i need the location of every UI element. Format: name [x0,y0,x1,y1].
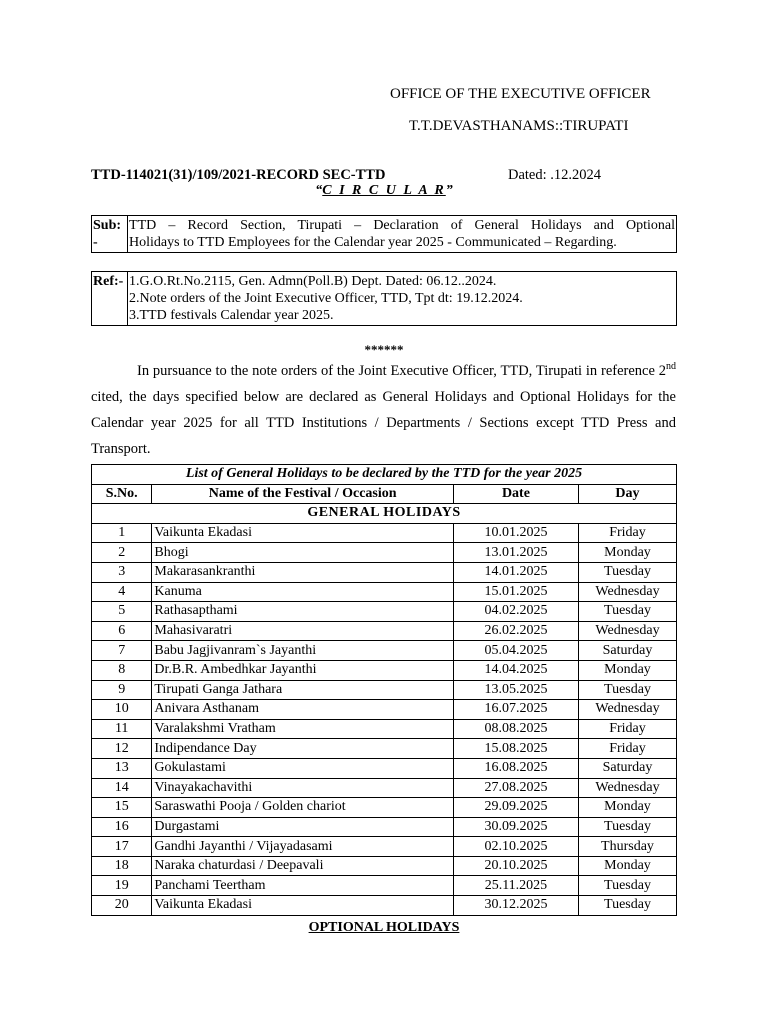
row-date: 25.11.2025 [453,876,578,896]
row-festival-name: Mahasivaratri [152,621,454,641]
table-row [92,896,677,916]
row-date: 14.01.2025 [453,562,578,582]
row-date: 05.04.2025 [453,641,578,661]
table-row [92,602,677,622]
row-date: 30.09.2025 [453,817,578,837]
table-row [92,798,677,818]
row-festival-name: Makarasankranthi [152,562,454,582]
row-date: 02.10.2025 [453,837,578,857]
row-day: Tuesday [578,876,676,896]
row-festival-name: Vinayakachavithi [152,778,454,798]
subject-label-text: Sub: [93,218,122,233]
references-box [91,271,677,326]
row-day: Wednesday [578,778,676,798]
row-day: Friday [578,719,676,739]
row-sno: 18 [92,856,152,876]
row-festival-name: Indipendance Day [152,739,454,759]
row-sno: 19 [92,876,152,896]
table-row [92,837,677,857]
reference-item: 2.Note orders of the Joint Executive Officer, TTD, Tpt dt: 19.12.2024. [129,291,523,306]
circular-open-quote: “ [315,183,323,198]
row-day: Wednesday [578,582,676,602]
row-sno: 12 [92,739,152,759]
row-festival-name: Panchami Teertham [152,876,454,896]
row-date: 04.02.2025 [453,602,578,622]
row-sno: 13 [92,758,152,778]
row-day: Friday [578,739,676,759]
row-festival-name: Dr.B.R. Ambedhkar Jayanthi [152,660,454,680]
row-date: 08.08.2025 [453,719,578,739]
body-text-part-2: cited, the days specified below are declared as General Holidays and Optional Holidays for the Calendar year 2025 for all TTD Institutions / Departments / Sections except TTD Press and Transport. [91,389,676,457]
row-date: 29.09.2025 [453,798,578,818]
circular-close-quote: ” [445,183,453,198]
row-day: Wednesday [578,621,676,641]
separator-stars: ****** [364,342,404,357]
row-day: Tuesday [578,562,676,582]
row-sno: 20 [92,896,152,916]
row-sno: 7 [92,641,152,661]
row-day: Thursday [578,837,676,857]
row-sno: 9 [92,680,152,700]
row-festival-name: Bhogi [152,543,454,563]
row-day: Monday [578,798,676,818]
row-sno: 14 [92,778,152,798]
table-row [92,680,677,700]
row-date: 20.10.2025 [453,856,578,876]
row-festival-name: Gandhi Jayanthi / Vijayadasami [152,837,454,857]
row-sno: 3 [92,562,152,582]
row-date: 10.01.2025 [453,523,578,543]
row-date: 16.07.2025 [453,700,578,720]
holidays-table [91,464,677,916]
row-day: Saturday [578,758,676,778]
row-sno: 17 [92,837,152,857]
row-date: 26.02.2025 [453,621,578,641]
column-header-day: Day [578,484,676,504]
row-day: Monday [578,856,676,876]
row-sno: 11 [92,719,152,739]
column-header-date: Date [453,484,578,504]
row-date: 16.08.2025 [453,758,578,778]
table-row [92,582,677,602]
section-general-holidays: GENERAL HOLIDAYS [92,504,677,524]
row-sno: 15 [92,798,152,818]
row-sno: 10 [92,700,152,720]
row-festival-name: Durgastami [152,817,454,837]
table-row [92,562,677,582]
table-row [92,700,677,720]
row-day: Tuesday [578,817,676,837]
circular-word: C I R C U L A R [322,183,446,198]
table-row [92,719,677,739]
table-row [92,641,677,661]
body-text-part-1: In pursuance to the note orders of the Joint Executive Officer, TTD, Tirupati in reference 2 [137,363,666,379]
circular-title [0,183,768,199]
table-row [92,817,677,837]
row-sno: 1 [92,523,152,543]
row-day: Monday [578,660,676,680]
row-date: 14.04.2025 [453,660,578,680]
row-day: Saturday [578,641,676,661]
row-festival-name: Rathasapthami [152,602,454,622]
row-festival-name: Gokulastami [152,758,454,778]
row-date: 13.05.2025 [453,680,578,700]
subject-box [91,215,677,253]
ordinal-suffix: nd [666,361,676,372]
table-row [92,621,677,641]
optional-holidays-heading: OPTIONAL HOLIDAYS [308,920,460,935]
row-sno: 16 [92,817,152,837]
row-sno: 4 [92,582,152,602]
row-date: 27.08.2025 [453,778,578,798]
row-festival-name: Naraka chaturdasi / Deepavali [152,856,454,876]
organization-place: T.T.DEVASTHANAMS::TIRUPATI [409,118,629,134]
row-day: Friday [578,523,676,543]
row-sno: 6 [92,621,152,641]
row-festival-name: Anivara Asthanam [152,700,454,720]
row-festival-name: Babu Jagjivanram`s Jayanthi [152,641,454,661]
row-day: Tuesday [578,602,676,622]
row-festival-name: Kanuma [152,582,454,602]
row-sno: 2 [92,543,152,563]
references-label: Ref:- [92,272,128,326]
row-date: 30.12.2025 [453,896,578,916]
row-festival-name: Vaikunta Ekadasi [152,523,454,543]
document-date: Dated: .12.2024 [508,167,602,183]
table-row [92,739,677,759]
table-row [92,523,677,543]
table-row [92,543,677,563]
row-day: Wednesday [578,700,676,720]
table-row [92,758,677,778]
references-list [128,272,677,326]
row-day: Tuesday [578,680,676,700]
row-festival-name: Vaikunta Ekadasi [152,896,454,916]
row-festival-name: Varalakshmi Vratham [152,719,454,739]
subject-label [92,216,128,253]
row-sno: 5 [92,602,152,622]
subject-text [128,216,677,253]
body-paragraph [91,358,676,462]
table-row [92,660,677,680]
office-heading: OFFICE OF THE EXECUTIVE OFFICER [390,86,651,102]
file-reference-number: TTD-114021(31)/109/2021-RECORD SEC-TTD [91,167,386,183]
row-sno: 8 [92,660,152,680]
table-row [92,876,677,896]
subject-label-dash: - [93,235,98,250]
table-row [92,856,677,876]
row-day: Tuesday [578,896,676,916]
reference-item: 3.TTD festivals Calendar year 2025. [129,308,334,323]
row-festival-name: Saraswathi Pooja / Golden chariot [152,798,454,818]
subject-line-2: Holidays to TTD Employees for the Calendar year 2025 - Communicated – Regarding. [129,235,617,250]
table-caption: List of General Holidays to be declared by the TTD for the year 2025 [92,465,677,485]
row-date: 13.01.2025 [453,543,578,563]
row-date: 15.08.2025 [453,739,578,759]
table-row [92,778,677,798]
row-day: Monday [578,543,676,563]
row-festival-name: Tirupati Ganga Jathara [152,680,454,700]
subject-line-1: TTD – Record Section, Tirupati – Declaration of General Holidays and Optional [129,218,675,233]
column-header-sno: S.No. [92,484,152,504]
reference-item: 1.G.O.Rt.No.2115, Gen. Admn(Poll.B) Dept. Dated: 06.12..2024. [129,274,497,289]
column-header-name: Name of the Festival / Occasion [152,484,454,504]
row-date: 15.01.2025 [453,582,578,602]
